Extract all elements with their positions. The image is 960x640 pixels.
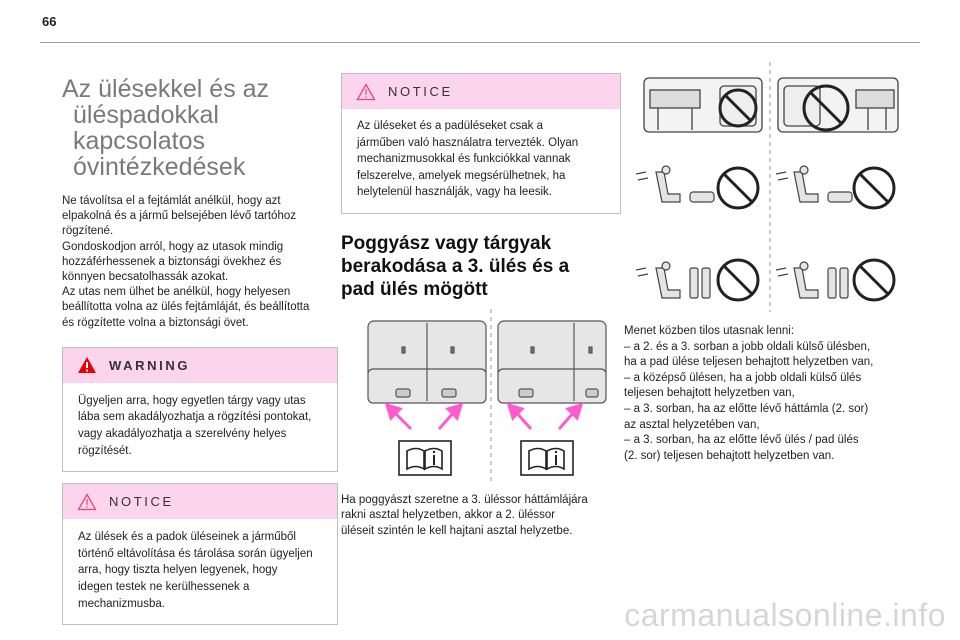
text-line: Ha poggyászt szeretne a 3. üléssor háttámlájára (341, 493, 588, 506)
text-line: Menet közben tilos utasnak lenni: (624, 325, 795, 337)
third-row-seat-left (368, 321, 486, 403)
section-subheading (341, 232, 621, 301)
text-line: felszerelve, amelyek megsérülhetnek, ha (357, 169, 566, 182)
text-line: és rögzítette volna a biztonsági övet. (62, 316, 249, 329)
column-left (62, 62, 338, 625)
manual-book-icon (399, 441, 451, 475)
column-right (624, 62, 918, 464)
text-line: üléseit szintén le kell hajtani asztal helyzetbe. (341, 524, 573, 537)
text-line: rögzítené. (62, 225, 114, 238)
footer-watermark: carmanualsonline.info (624, 597, 946, 633)
text-line: lába sem akadályozhatja a rögzítési pontokat, (78, 411, 312, 424)
text-line: vagy akadályozhatja a szerelvény helyes (78, 428, 287, 441)
luggage-caption (341, 493, 621, 539)
seat-side-diagram (794, 166, 852, 202)
notice-box (62, 483, 338, 625)
text-line: rakni asztal helyzetben, akkor a 2. üléssor (341, 509, 556, 522)
notice-triangle-icon (356, 83, 376, 101)
seat-side-diagram (794, 262, 848, 298)
prohibited-seating-illustration (624, 62, 918, 312)
warning-label: WARNING (109, 357, 191, 373)
manual-book-icon (521, 441, 573, 475)
text-line: Gondoskodjon arról, hogy az utasok mindig (62, 240, 284, 253)
header-rule (40, 42, 920, 43)
text-line: idegen testek ne kerülhessenek a (78, 580, 250, 593)
intro-text (62, 194, 338, 331)
motion-lines-icon (636, 268, 648, 276)
luggage-seat-illustration (341, 309, 621, 481)
list-item: – a 3. sorban, ha az előtte lévő háttámla (2. sor) (624, 402, 869, 415)
third-row-seat-right (498, 321, 606, 403)
bench-diagram-right (778, 78, 898, 132)
notice-box-2 (341, 73, 621, 214)
motion-lines-icon (776, 172, 788, 180)
section-title-line-3: óvintézkedések (73, 153, 246, 181)
subheading-line: pad ülés mögött (341, 278, 488, 300)
notice-body-2 (342, 109, 620, 213)
text-line: arra, hogy tiszta helyen legyenek, hogy (78, 564, 278, 577)
text-line: elpakolná és a jármű belsejében lévő tartóhoz (62, 210, 296, 223)
notice-label: NOTICE (388, 84, 453, 99)
text-line: járműben való használatra tervezték. Olyan (357, 136, 579, 149)
seat-side-diagram (656, 166, 714, 202)
section-title (62, 76, 338, 180)
prohibited-icon (854, 260, 894, 300)
text-line: történő eltávolítása és tárolása során ügyeljen (78, 547, 313, 560)
text-line: hozzáférhessenek a biztonsági övekhez és (62, 255, 282, 268)
motion-lines-icon (776, 268, 788, 276)
notice-triangle-icon (77, 493, 97, 511)
page-number: 66 (42, 14, 57, 29)
list-item: – a 3. sorban, ha az előtte lévő ülés / pad ülés (624, 434, 859, 447)
notice-body (63, 519, 337, 624)
subheading-line: berakodása a 3. ülés és a (341, 255, 570, 277)
text-line: az asztal helyzetében van, (624, 418, 760, 431)
text-line: mechanizmusokkal és funkciókkal vannak (357, 153, 571, 166)
warning-triangle-icon (77, 356, 97, 374)
text-line: rögzítését. (78, 444, 132, 457)
text-line: Az üléseket és a padüléseket csak a (357, 120, 544, 132)
text-line: Az ülések és a padok üléseinek a járműből (78, 531, 296, 544)
text-line: mechanizmusba. (78, 597, 165, 610)
warning-header (63, 348, 337, 383)
motion-lines-icon (636, 172, 648, 180)
warning-body (63, 383, 337, 471)
notice-header (63, 484, 337, 519)
text-line: Ügyeljen arra, hogy egyetlen tárgy vagy utas (78, 394, 306, 407)
text-line: ha a pad ülése teljesen behajtott helyzetben van, (624, 356, 874, 369)
arrow-icons (387, 405, 581, 429)
text-line: Ne távolítsa el a fejtámlát anélkül, hogy azt (62, 195, 281, 207)
list-item: – a középső ülésen, ha a jobb oldali külső ülés (624, 371, 862, 384)
notice-label: NOTICE (109, 494, 174, 510)
text-line: könnyen becsatolhassák azokat. (62, 271, 229, 284)
seat-side-diagram (656, 262, 710, 298)
prohibited-icon (718, 168, 758, 208)
text-line: helytelenül használják, vagy ha leesik. (357, 186, 552, 199)
section-title-line-2: üléspadokkal kapcsolatos (73, 101, 219, 155)
section-title-line-1: Az ülésekkel és az (62, 75, 270, 103)
prohibited-icon (718, 260, 758, 300)
prohibited-list (624, 324, 918, 464)
column-middle (341, 73, 621, 539)
text-line: (2. sor) teljesen behajtott helyzetben van. (624, 449, 835, 462)
text-line: Az utas nem ülhet be anélkül, hogy helyesen (62, 286, 291, 299)
text-line: beállította volna az ülés fejtámláját, és beállította (62, 301, 310, 314)
notice-header-2 (342, 74, 620, 109)
prohibited-icon (854, 168, 894, 208)
subheading-line: Poggyász vagy tárgyak (341, 232, 552, 254)
warning-box (62, 347, 338, 472)
list-item: – a 2. és a 3. sorban a jobb oldali külső ülésben, (624, 340, 871, 353)
text-line: teljesen behajtott helyzetben van, (624, 387, 795, 400)
